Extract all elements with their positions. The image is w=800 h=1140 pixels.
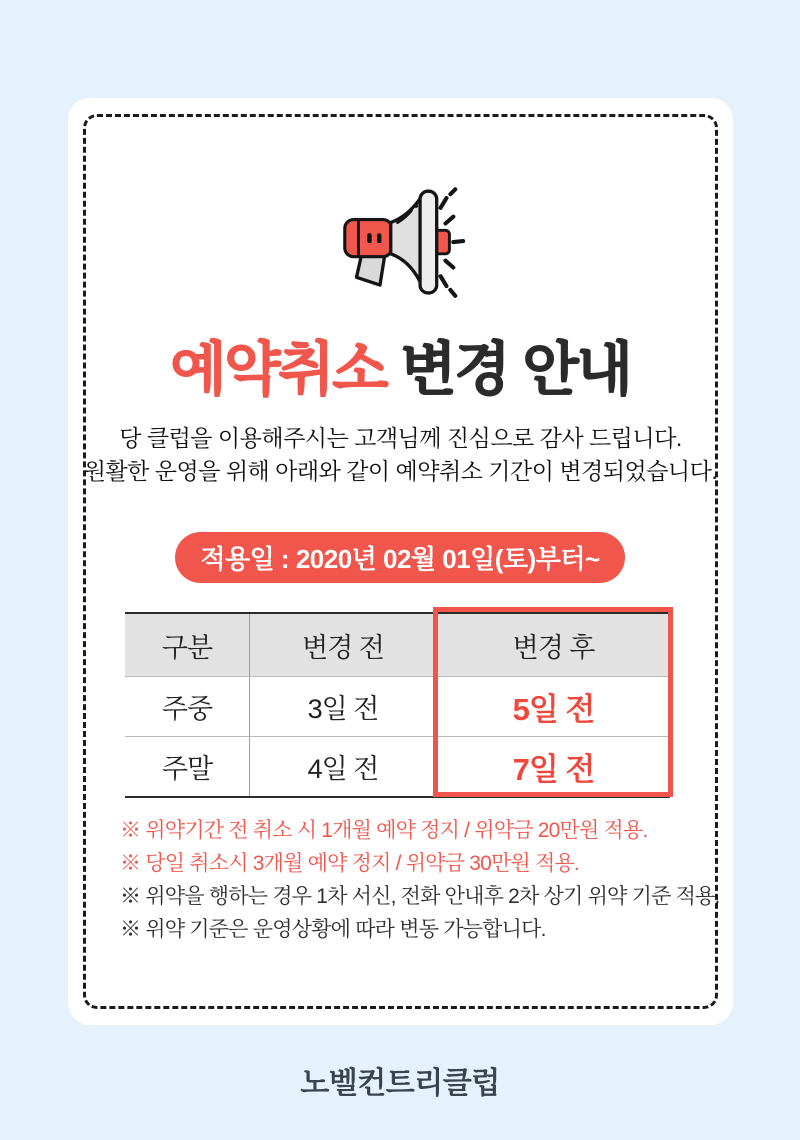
table-header-before: 변경 전 <box>250 614 437 676</box>
note-line: ※ 당일 취소시 3개월 예약 정지 / 위약금 30만원 적용. <box>120 852 579 875</box>
table-cell-weekday: 주중 <box>125 676 250 736</box>
title-rest: 변경 안내 <box>400 337 631 402</box>
megaphone-icon <box>335 186 467 309</box>
table-cell-weekend: 주말 <box>125 736 250 796</box>
table-cell-weekday-after: 5일 전 <box>437 676 670 736</box>
table-header-after: 변경 후 <box>437 614 670 676</box>
club-name: 노벨컨트리클럽 <box>300 1067 500 1100</box>
effective-date-text: 적용일 : 2020년 02월 01일(토)부터~ <box>200 544 600 574</box>
effective-date-badge <box>175 532 625 583</box>
note-line: ※ 위약을 행하는 경우 1차 서신, 전화 안내후 2차 상기 위약 기준 적용. <box>120 885 720 908</box>
table-cell-weekend-after: 7일 전 <box>437 736 670 796</box>
page-title <box>68 322 733 406</box>
table-cell-weekend-before: 4일 전 <box>250 736 437 796</box>
subtitle <box>68 422 733 488</box>
note-line: ※ 위약 기준은 운영상황에 따라 변동 가능합니다. <box>120 918 546 941</box>
table-header-category: 구분 <box>125 614 250 676</box>
title-highlight: 예약취소 <box>170 337 387 402</box>
note-line: ※ 위약기간 전 취소 시 1개월 예약 정지 / 위약금 20만원 적용. <box>120 819 648 842</box>
subtitle-line-1: 당 클럽을 이용해주시는 고객님께 진심으로 감사 드립니다. <box>119 425 682 451</box>
subtitle-line-2: 원활한 운영을 위해 아래와 같이 예약취소 기간이 변경되었습니다. <box>83 458 718 484</box>
table-cell-weekday-before: 3일 전 <box>250 676 437 736</box>
notice-card <box>68 98 733 1025</box>
icon-container <box>68 186 733 309</box>
notes-list <box>120 814 720 946</box>
policy-table <box>125 612 670 798</box>
